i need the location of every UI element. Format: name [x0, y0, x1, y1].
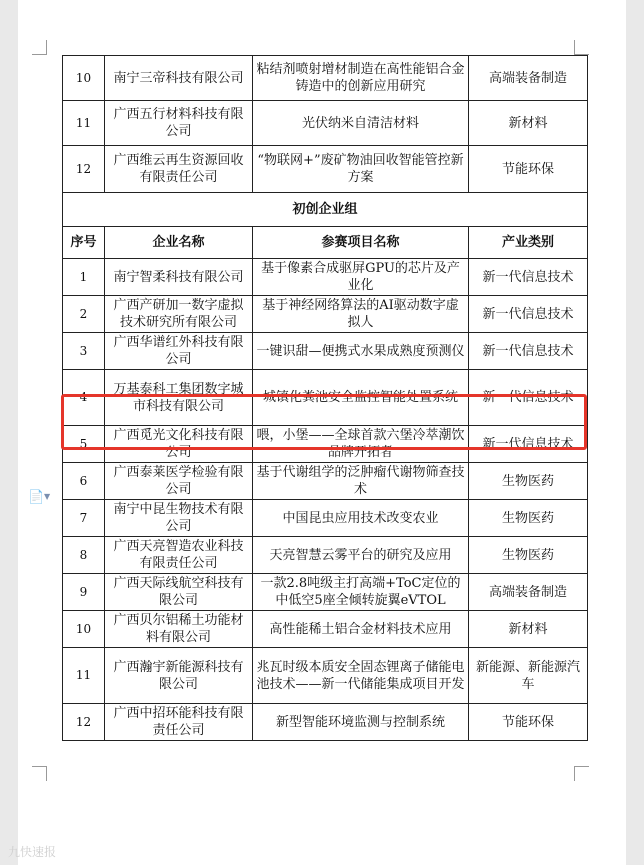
project-name: 喂，小堡——全球首款六堡冷萃潮饮品牌开拓者 [253, 426, 469, 463]
table-row [63, 296, 588, 333]
industry-category: 生物医药 [469, 463, 588, 500]
row-number: 11 [63, 101, 105, 146]
industry-category: 生物医药 [469, 500, 588, 537]
industry-category: 新能源、新能源汽车 [469, 648, 588, 704]
project-name: 光伏纳米自清洁材料 [253, 101, 469, 146]
company-name: 广西五行材料科技有限公司 [105, 101, 253, 146]
company-name: 广西华谱红外科技有限公司 [105, 333, 253, 370]
project-name: 基于神经网络算法的AI驱动数字虚拟人 [253, 296, 469, 333]
project-name: 中国昆虫应用技术改变农业 [253, 500, 469, 537]
header-project: 参赛项目名称 [253, 227, 469, 259]
project-name: 新型智能环境监测与控制系统 [253, 704, 469, 741]
header-company: 企业名称 [105, 227, 253, 259]
company-name: 广西中招环能科技有限责任公司 [105, 704, 253, 741]
table-row [63, 333, 588, 370]
row-number: 8 [63, 537, 105, 574]
project-name: 粘结剂喷射增材制造在高性能铝合金铸造中的创新应用研究 [253, 56, 469, 101]
header-category: 产业类别 [469, 227, 588, 259]
row-number: 2 [63, 296, 105, 333]
project-name: 一键识甜—便携式水果成熟度预测仪 [253, 333, 469, 370]
table-row [63, 704, 588, 741]
project-name: 城镇化粪池安全监控智能处置系统 [253, 370, 469, 426]
row-number: 12 [63, 704, 105, 741]
industry-category: 高端装备制造 [469, 56, 588, 101]
table-row [63, 101, 588, 146]
row-number: 10 [63, 56, 105, 101]
crop-mark-bottom-right [574, 766, 589, 781]
group-title: 初创企业组 [63, 193, 588, 227]
industry-category: 新一代信息技术 [469, 333, 588, 370]
table-row [63, 463, 588, 500]
industry-category: 新一代信息技术 [469, 370, 588, 426]
table-row [63, 611, 588, 648]
row-number: 11 [63, 648, 105, 704]
header-number: 序号 [63, 227, 105, 259]
table-row [63, 426, 588, 463]
company-name: 广西瀚宇新能源科技有限公司 [105, 648, 253, 704]
table-row [63, 259, 588, 296]
industry-category: 节能环保 [469, 146, 588, 193]
company-name: 南宁智柔科技有限公司 [105, 259, 253, 296]
company-name: 广西觅光文化科技有限公司 [105, 426, 253, 463]
crop-mark-top-right [574, 40, 589, 55]
project-name: 兆瓦时级本质安全固态锂离子储能电池技术——新一代储能集成项目开发 [253, 648, 469, 704]
project-name: 基于代谢组学的泛肿瘤代谢物筛查技术 [253, 463, 469, 500]
industry-category: 生物医药 [469, 537, 588, 574]
company-name: 南宁中昆生物技术有限公司 [105, 500, 253, 537]
project-name: 一款2.8吨级主打高端+ToC定位的中低空5座全倾转旋翼eVTOL [253, 574, 469, 611]
table-row [63, 56, 588, 101]
row-number: 7 [63, 500, 105, 537]
company-name: 广西天际线航空科技有限公司 [105, 574, 253, 611]
row-number: 9 [63, 574, 105, 611]
watermark: 九快速报 [8, 845, 57, 859]
industry-category: 新材料 [469, 611, 588, 648]
company-name: 广西产研加一数字虚拟技术研究所有限公司 [105, 296, 253, 333]
company-name: 广西贝尔铝稀土功能材料有限公司 [105, 611, 253, 648]
industry-category: 新一代信息技术 [469, 426, 588, 463]
document-icon[interactable]: 📄 [28, 490, 45, 505]
table-row [63, 500, 588, 537]
table-row [63, 574, 588, 611]
industry-category: 节能环保 [469, 704, 588, 741]
crop-mark-top-left [32, 40, 47, 55]
company-name: 南宁三帝科技有限公司 [105, 56, 253, 101]
group-title-row [63, 193, 588, 227]
row-number: 6 [63, 463, 105, 500]
company-name: 广西泰莱医学检验有限公司 [105, 463, 253, 500]
industry-category: 新材料 [469, 101, 588, 146]
table-row [63, 146, 588, 193]
row-number: 5 [63, 426, 105, 463]
company-name: 广西天亮智造农业科技有限责任公司 [105, 537, 253, 574]
project-name: 高性能稀土铝合金材料技术应用 [253, 611, 469, 648]
chevron-down-icon[interactable]: ▼ [44, 492, 51, 501]
winners-table [62, 55, 588, 741]
industry-category: 新一代信息技术 [469, 296, 588, 333]
crop-mark-bottom-left [32, 766, 47, 781]
table-row [63, 370, 588, 426]
industry-category: 新一代信息技术 [469, 259, 588, 296]
row-number: 3 [63, 333, 105, 370]
header-row [63, 227, 588, 259]
project-name: “物联网+”废矿物油回收智能管控新方案 [253, 146, 469, 193]
industry-category: 高端装备制造 [469, 574, 588, 611]
project-name: 基于像素合成驱屏GPU的芯片及产业化 [253, 259, 469, 296]
row-number: 1 [63, 259, 105, 296]
table-row [63, 537, 588, 574]
company-name: 广西维云再生资源回收有限责任公司 [105, 146, 253, 193]
row-number: 10 [63, 611, 105, 648]
row-number: 4 [63, 370, 105, 426]
row-number: 12 [63, 146, 105, 193]
table-row [63, 648, 588, 704]
company-name: 万基泰科工集团数字城市科技有限公司 [105, 370, 253, 426]
project-name: 天亮智慧云雾平台的研究及应用 [253, 537, 469, 574]
